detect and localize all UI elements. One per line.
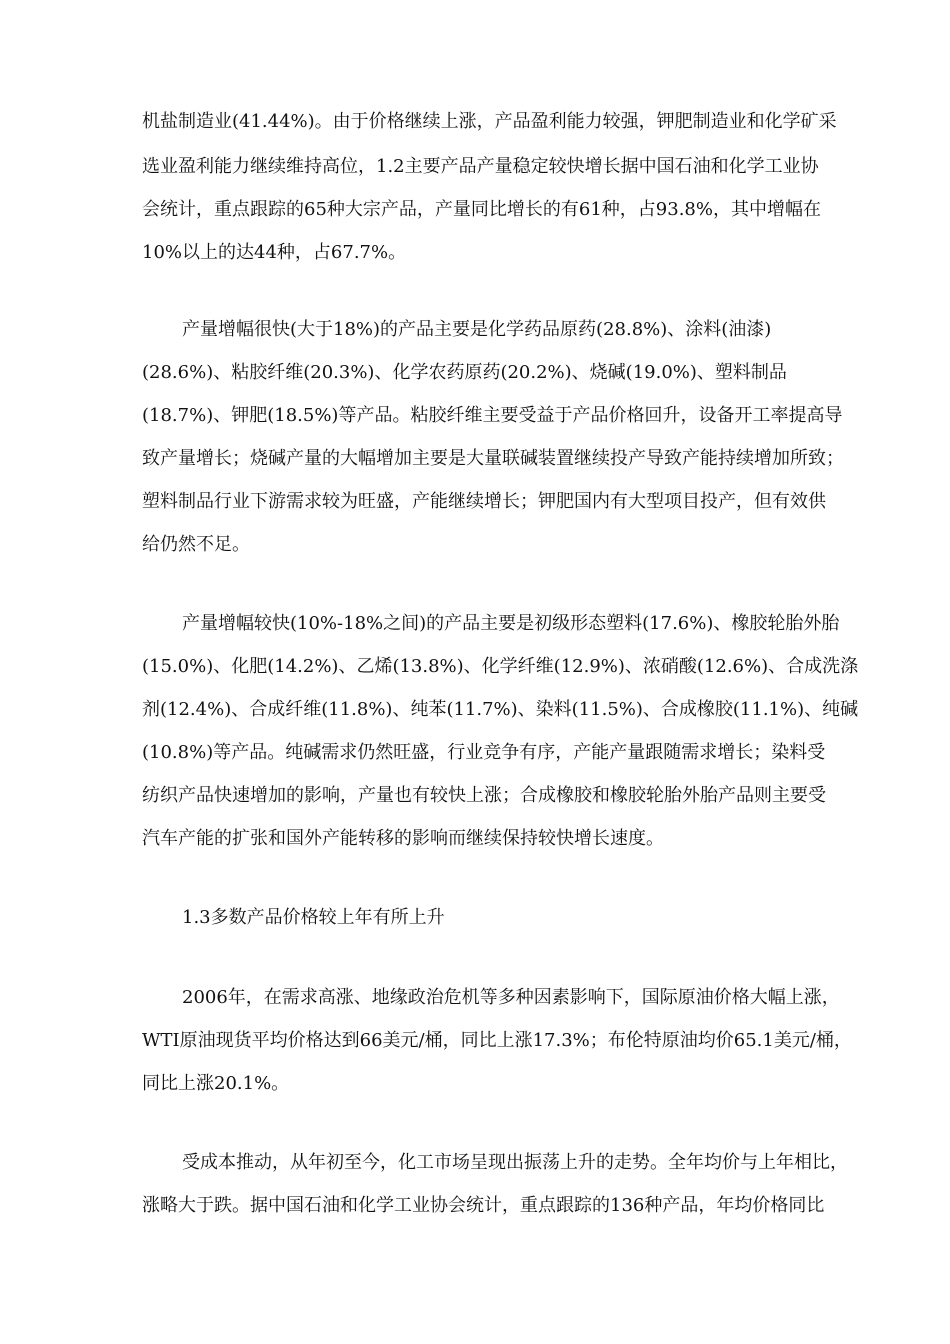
text-line: WTI原油现货平均价格达到66美元/桶，同比上涨17.3%；布伦特原油均价65.1美元/桶， (142, 1030, 852, 1051)
text-line: 致产量增长；烧碱产量的大幅增加主要是大量联碱装置继续投产导致产能持续增加所致； (142, 448, 844, 469)
text-line: 涨略大于跌。据中国石油和化学工业协会统计，重点跟踪的136种产品，年均价格同比 (142, 1195, 825, 1216)
text-line: 选业盈利能力继续维持高位，1.2主要产品产量稳定较快增长据中国石油和化学工业协 (142, 156, 819, 177)
text-line: 剂(12.4%)、合成纤维(11.8%)、纯苯(11.7%)、染料(11.5%)、合成橡胶(11.1%)、纯碱 (142, 699, 859, 720)
text-line: (15.0%)、化肥(14.2%)、乙烯(13.8%)、化学纤维(12.9%)、浓硝酸(12.6%)、合成洗涤 (142, 656, 859, 677)
text-line: 产量增幅较快(10%-18%之间)的产品主要是初级形态塑料(17.6%)、橡胶轮胎外胎 (182, 613, 840, 634)
text-line: 给仍然不足。 (142, 534, 250, 555)
text-line: 同比上涨20.1%。 (142, 1073, 290, 1094)
text-line: 产量增幅很快(大于18%)的产品主要是化学药品原药(28.8%)、涂料(油漆) (182, 319, 772, 340)
text-line: 受成本推动，从年初至今，化工市场呈现出振荡上升的走势。全年均价与上年相比， (182, 1152, 848, 1173)
text-line: (18.7%)、钾肥(18.5%)等产品。粘胶纤维主要受益于产品价格回升，设备开工率提高导 (142, 405, 843, 426)
text-line: 会统计，重点跟踪的65种大宗产品，产量同比增长的有61种，占93.8%，其中增幅在 (142, 199, 821, 220)
text-line: 2006年，在需求高涨、地缘政治危机等多种因素影响下，国际原油价格大幅上涨， (182, 987, 840, 1008)
text-line: 塑料制品行业下游需求较为旺盛，产能继续增长；钾肥国内有大型项目投产，但有效供 (142, 491, 826, 512)
text-line: 纺织产品快速增加的影响，产量也有较快上涨；合成橡胶和橡胶轮胎外胎产品则主要受 (142, 785, 826, 806)
text-line: 10%以上的达44种，占67.7%。 (142, 242, 407, 263)
text-line: 机盐制造业(41.44%)。由于价格继续上涨，产品盈利能力较强，钾肥制造业和化学矿采 (142, 111, 837, 132)
section-heading: 1.3多数产品价格较上年有所上升 (182, 907, 445, 928)
text-line: (10.8%)等产品。纯碱需求仍然旺盛，行业竞争有序，产能产量跟随需求增长；染料受 (142, 742, 826, 763)
text-line: (28.6%)、粘胶纤维(20.3%)、化学农药原药(20.2%)、烧碱(19.0%)、塑料制品 (142, 362, 787, 383)
text-line: 汽车产能的扩张和国外产能转移的影响而继续保持较快增长速度。 (142, 828, 664, 849)
